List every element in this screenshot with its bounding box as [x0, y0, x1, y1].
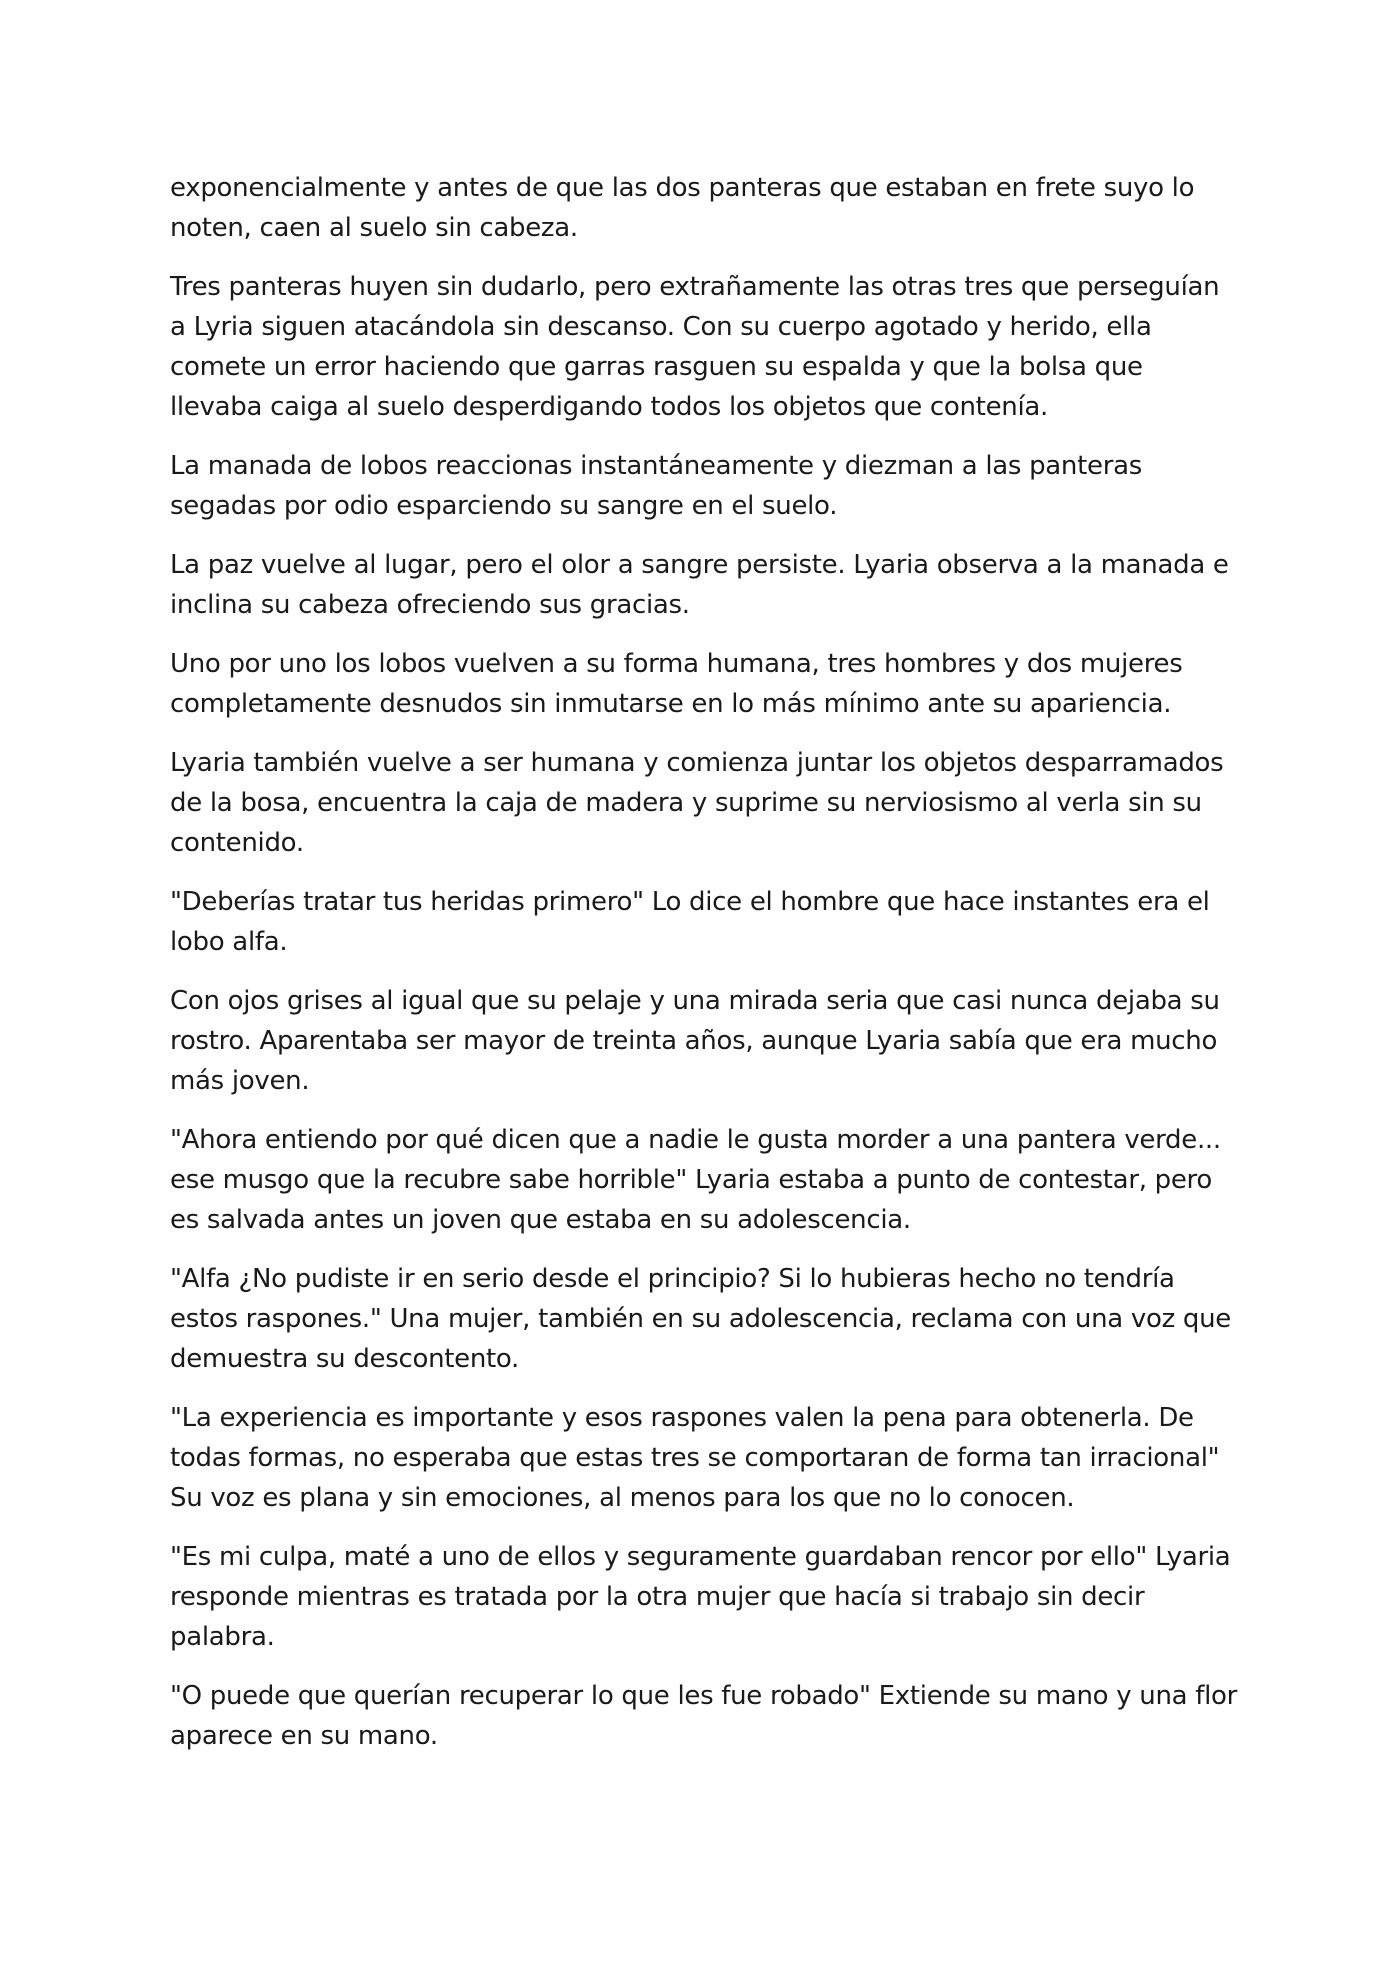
paragraph-3: La manada de lobos reaccionas instantáneamente y diezman a las panteras segadas por odio esparciendo su sangre en el suelo. [170, 451, 1142, 521]
paragraph-6: Lyaria también vuelve a ser humana y comienza juntar los objetos desparramados de la bosa, encuentra la caja de madera y suprime su nerviosismo al verla sin su contenido. [170, 748, 1224, 858]
paragraph-5: Uno por uno los lobos vuelven a su forma humana, tres hombres y dos mujeres completamente desnudos sin inmutarse en lo más mínimo ante su apariencia. [170, 649, 1183, 719]
paragraph-1: exponencialmente y antes de que las dos panteras que estaban en frete suyo lo noten, caen al suelo sin cabeza. [170, 173, 1195, 243]
paragraph-4: La paz vuelve al lugar, pero el olor a sangre persiste. Lyaria observa a la manada e inclina su cabeza ofreciendo sus gracias. [170, 550, 1229, 620]
paragraph-13: "O puede que querían recuperar lo que les fue robado" Extiende su mano y una flor aparece en su mano. [170, 1681, 1238, 1751]
paragraph-7: "Deberías tratar tus heridas primero" Lo dice el hombre que hace instantes era el lobo alfa. [170, 887, 1210, 957]
paragraph-9: "Ahora entiendo por qué dicen que a nadie le gusta morder a una pantera verde... ese musgo que la recubre sabe horrible" Lyaria estaba a punto de contestar, pero es salvada antes un joven que estaba en su adolescencia. [170, 1125, 1221, 1235]
paragraph-2: Tres panteras huyen sin dudarlo, pero extrañamente las otras tres que perseguían a Lyria siguen atacándola sin descanso. Con su cuerpo agotado y herido, ella comete un error haciendo que garras rasguen su espalda y que la bolsa que llevaba caiga al suelo desperdigando todos los objetos que contenía. [170, 272, 1220, 422]
paragraph-10: "Alfa ¿No pudiste ir en serio desde el principio? Si lo hubieras hecho no tendría estos raspones." Una mujer, también en su adolescencia, reclama con una voz que demuestra su descontento. [170, 1264, 1231, 1374]
body-text [170, 168, 1240, 1775]
paragraph-8: Con ojos grises al igual que su pelaje y una mirada seria que casi nunca dejaba su rostro. Aparentaba ser mayor de treinta años, aunque Lyaria sabía que era mucho más joven. [170, 986, 1220, 1096]
paragraph-12: "Es mi culpa, maté a uno de ellos y seguramente guardaban rencor por ello" Lyaria responde mientras es tratada por la otra mujer que hacía si trabajo sin decir palabra. [170, 1542, 1231, 1652]
paragraph-11: "La experiencia es importante y esos raspones valen la pena para obtenerla. De todas formas, no esperaba que estas tres se comportaran de forma tan irracional" Su voz es plana y sin emociones, al menos para los que no lo conocen. [170, 1403, 1220, 1513]
